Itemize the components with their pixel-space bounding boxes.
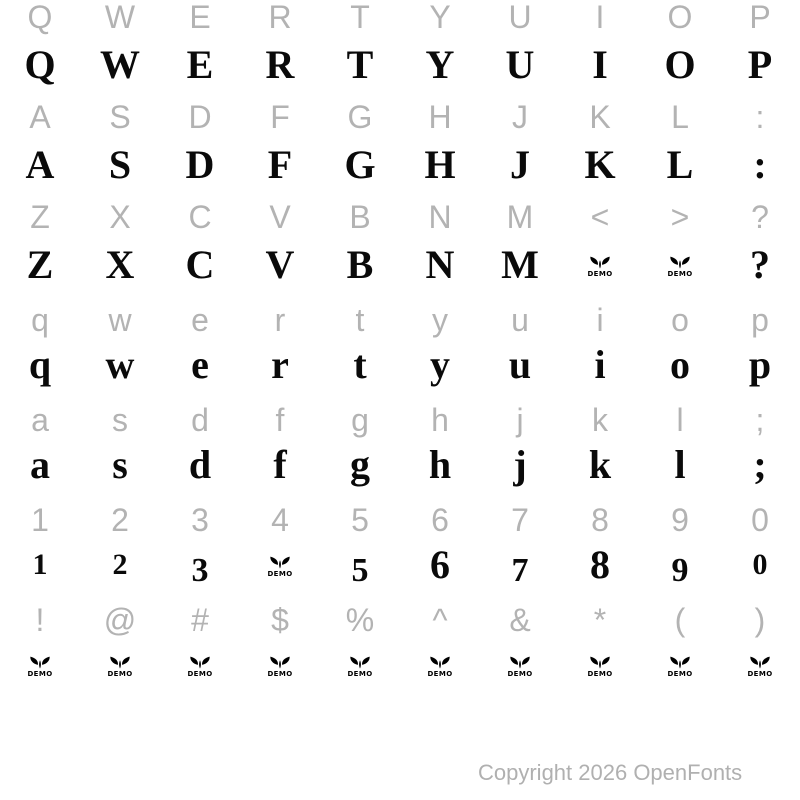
reference-glyph: 3: [191, 502, 209, 538]
specimen-glyph: M: [501, 242, 539, 287]
specimen-glyph: J: [510, 142, 530, 187]
reference-glyph: r: [274, 302, 286, 338]
specimen-glyph: e: [191, 342, 209, 387]
reference-glyph: A: [29, 99, 51, 135]
demo-label: DEMO: [107, 670, 133, 678]
reference-glyph: ^: [432, 602, 448, 638]
demo-label: DEMO: [267, 570, 293, 578]
specimen-row: [0, 437, 800, 493]
demo-placeholder: [507, 656, 532, 678]
specimen-glyph: K: [584, 142, 616, 187]
reference-glyph: a: [31, 402, 49, 438]
specimen-row: [0, 337, 800, 393]
reference-glyph: H: [428, 99, 452, 135]
demo-placeholder: [587, 256, 612, 278]
reference-glyph: *: [593, 602, 607, 638]
reference-glyph: X: [109, 199, 131, 235]
specimen-glyph: s: [112, 442, 128, 487]
specimen-glyph: g: [350, 442, 370, 487]
specimen-glyph: F: [267, 142, 293, 187]
specimen-glyph: D: [185, 142, 215, 187]
demo-label: DEMO: [187, 670, 213, 678]
specimen-row: [0, 237, 800, 293]
reference-glyph: 2: [111, 502, 129, 538]
reference-glyph: N: [428, 199, 452, 235]
specimen-glyph: 1: [32, 548, 48, 581]
reference-glyph: %: [345, 602, 375, 638]
reference-glyph: ;: [755, 402, 765, 438]
reference-glyph: u: [511, 302, 529, 338]
reference-glyph: 0: [751, 502, 769, 538]
demo-placeholder: [747, 656, 772, 678]
specimen-glyph: 0: [752, 548, 768, 581]
reference-glyph: >: [670, 199, 690, 235]
reference-glyph: :: [755, 99, 765, 135]
specimen-glyph: O: [664, 42, 696, 87]
reference-glyph: 9: [671, 502, 689, 538]
specimen-glyph: P: [747, 42, 773, 87]
specimen-glyph: l: [674, 442, 686, 487]
demo-placeholder: [27, 656, 52, 678]
reference-glyph: P: [749, 0, 771, 35]
demo-placeholder: [267, 556, 292, 578]
specimen-glyph: Y: [425, 42, 455, 87]
reference-glyph: i: [596, 302, 604, 338]
reference-glyph: C: [188, 199, 212, 235]
reference-glyph: 6: [431, 502, 449, 538]
reference-glyph: l: [676, 402, 684, 438]
specimen-glyph: C: [185, 242, 215, 287]
demo-label: DEMO: [587, 670, 613, 678]
reference-glyph: q: [31, 302, 49, 338]
specimen-glyph: A: [25, 142, 55, 187]
specimen-glyph: d: [188, 442, 212, 487]
reference-glyph: w: [108, 302, 132, 338]
fleuron-icon: [349, 656, 371, 670]
specimen-glyph: w: [105, 342, 135, 387]
specimen-glyph: V: [265, 242, 295, 287]
reference-glyph: 1: [31, 502, 49, 538]
specimen-glyph: 3: [191, 552, 209, 589]
reference-glyph: ?: [751, 199, 769, 235]
reference-glyph: F: [270, 99, 290, 135]
demo-placeholder: [667, 656, 692, 678]
reference-glyph: G: [347, 99, 373, 135]
demo-placeholder: [267, 656, 292, 678]
reference-glyph: e: [191, 302, 209, 338]
fleuron-icon: [109, 656, 131, 670]
fleuron-icon: [429, 656, 451, 670]
specimen-glyph: 5: [351, 552, 369, 589]
reference-glyph: O: [667, 0, 693, 35]
specimen-glyph: q: [28, 342, 52, 387]
demo-label: DEMO: [747, 670, 773, 678]
reference-glyph: R: [268, 0, 292, 35]
specimen-glyph: W: [100, 42, 140, 87]
specimen-glyph: h: [428, 442, 452, 487]
reference-glyph: E: [189, 0, 211, 35]
demo-placeholder: [667, 256, 692, 278]
fleuron-icon: [269, 556, 291, 570]
reference-glyph: (: [674, 602, 686, 638]
fleuron-icon: [189, 656, 211, 670]
specimen-glyph: a: [30, 442, 50, 487]
specimen-glyph: Z: [26, 242, 54, 287]
reference-glyph: K: [589, 99, 611, 135]
fleuron-icon: [669, 656, 691, 670]
demo-label: DEMO: [267, 670, 293, 678]
fleuron-icon: [269, 656, 291, 670]
reference-glyph: <: [590, 199, 610, 235]
specimen-glyph: 9: [671, 552, 689, 589]
specimen-glyph: ;: [753, 442, 767, 487]
reference-glyph: 4: [271, 502, 289, 538]
specimen-glyph: 7: [511, 552, 529, 589]
reference-glyph: !: [35, 602, 45, 638]
specimen-glyph: B: [346, 242, 374, 287]
specimen-glyph: T: [346, 42, 374, 87]
demo-label: DEMO: [667, 270, 693, 278]
specimen-glyph: j: [513, 442, 527, 487]
reference-glyph: I: [595, 0, 605, 35]
specimen-glyph: 2: [112, 548, 128, 581]
fleuron-icon: [589, 656, 611, 670]
specimen-glyph: R: [265, 42, 295, 87]
reference-glyph: s: [112, 402, 128, 438]
reference-glyph: o: [671, 302, 689, 338]
reference-glyph: D: [188, 99, 212, 135]
reference-glyph: 5: [351, 502, 369, 538]
reference-glyph: U: [508, 0, 532, 35]
fleuron-icon: [669, 256, 691, 270]
specimen-glyph: ?: [750, 242, 770, 287]
specimen-glyph: E: [186, 42, 214, 87]
specimen-glyph: t: [353, 342, 367, 387]
reference-glyph: T: [350, 0, 370, 35]
specimen-glyph: L: [666, 142, 694, 187]
reference-glyph: W: [104, 0, 136, 35]
specimen-glyph: i: [594, 342, 606, 387]
specimen-row: [0, 137, 800, 193]
specimen-glyph: :: [753, 142, 767, 187]
reference-glyph: J: [512, 99, 528, 135]
specimen-row: [0, 637, 800, 693]
demo-label: DEMO: [587, 270, 613, 278]
reference-glyph: @: [103, 602, 137, 638]
specimen-glyph: o: [670, 342, 690, 387]
specimen-glyph: k: [588, 442, 612, 487]
reference-glyph: S: [109, 99, 131, 135]
reference-glyph: j: [516, 402, 524, 438]
specimen-glyph: u: [508, 342, 532, 387]
reference-glyph: 7: [511, 502, 529, 538]
fleuron-icon: [589, 256, 611, 270]
specimen-glyph: X: [105, 242, 135, 287]
demo-label: DEMO: [667, 670, 693, 678]
demo-label: DEMO: [507, 670, 533, 678]
reference-glyph: L: [671, 99, 689, 135]
demo-placeholder: [187, 656, 212, 678]
specimen-row: [0, 37, 800, 93]
specimen-glyph: 8: [590, 542, 610, 587]
reference-glyph: Z: [30, 199, 50, 235]
specimen-glyph: S: [108, 142, 132, 187]
demo-placeholder: [107, 656, 132, 678]
reference-glyph: &: [509, 602, 531, 638]
reference-glyph: h: [431, 402, 449, 438]
demo-label: DEMO: [347, 670, 373, 678]
reference-glyph: g: [351, 402, 369, 438]
reference-glyph: 8: [591, 502, 609, 538]
reference-glyph: t: [355, 302, 365, 338]
specimen-glyph: I: [592, 42, 608, 87]
specimen-glyph: f: [273, 442, 287, 487]
fleuron-icon: [749, 656, 771, 670]
reference-glyph: y: [432, 302, 448, 338]
specimen-glyph: y: [430, 342, 450, 387]
demo-placeholder: [427, 656, 452, 678]
specimen-glyph: 6: [430, 542, 450, 587]
reference-glyph: f: [275, 402, 285, 438]
reference-glyph: V: [269, 199, 291, 235]
reference-glyph: ): [754, 602, 766, 638]
fleuron-icon: [509, 656, 531, 670]
reference-glyph: Q: [27, 0, 53, 35]
demo-placeholder: [587, 656, 612, 678]
fleuron-icon: [29, 656, 51, 670]
reference-glyph: p: [751, 302, 769, 338]
specimen-glyph: G: [344, 142, 376, 187]
demo-label: DEMO: [427, 670, 453, 678]
specimen-glyph: p: [748, 342, 772, 387]
demo-placeholder: [347, 656, 372, 678]
specimen-glyph: H: [424, 142, 456, 187]
specimen-row: [0, 537, 800, 593]
specimen-glyph: U: [505, 42, 535, 87]
reference-glyph: k: [592, 402, 608, 438]
specimen-glyph: N: [425, 242, 455, 287]
reference-glyph: Y: [429, 0, 451, 35]
reference-glyph: #: [191, 602, 209, 638]
specimen-glyph: Q: [24, 42, 56, 87]
reference-glyph: $: [271, 602, 289, 638]
copyright-text: Copyright 2026 OpenFonts: [478, 760, 743, 785]
reference-glyph: B: [349, 199, 371, 235]
specimen-glyph: r: [271, 342, 289, 387]
reference-glyph: d: [191, 402, 209, 438]
demo-label: DEMO: [27, 670, 53, 678]
reference-glyph: M: [506, 199, 534, 235]
